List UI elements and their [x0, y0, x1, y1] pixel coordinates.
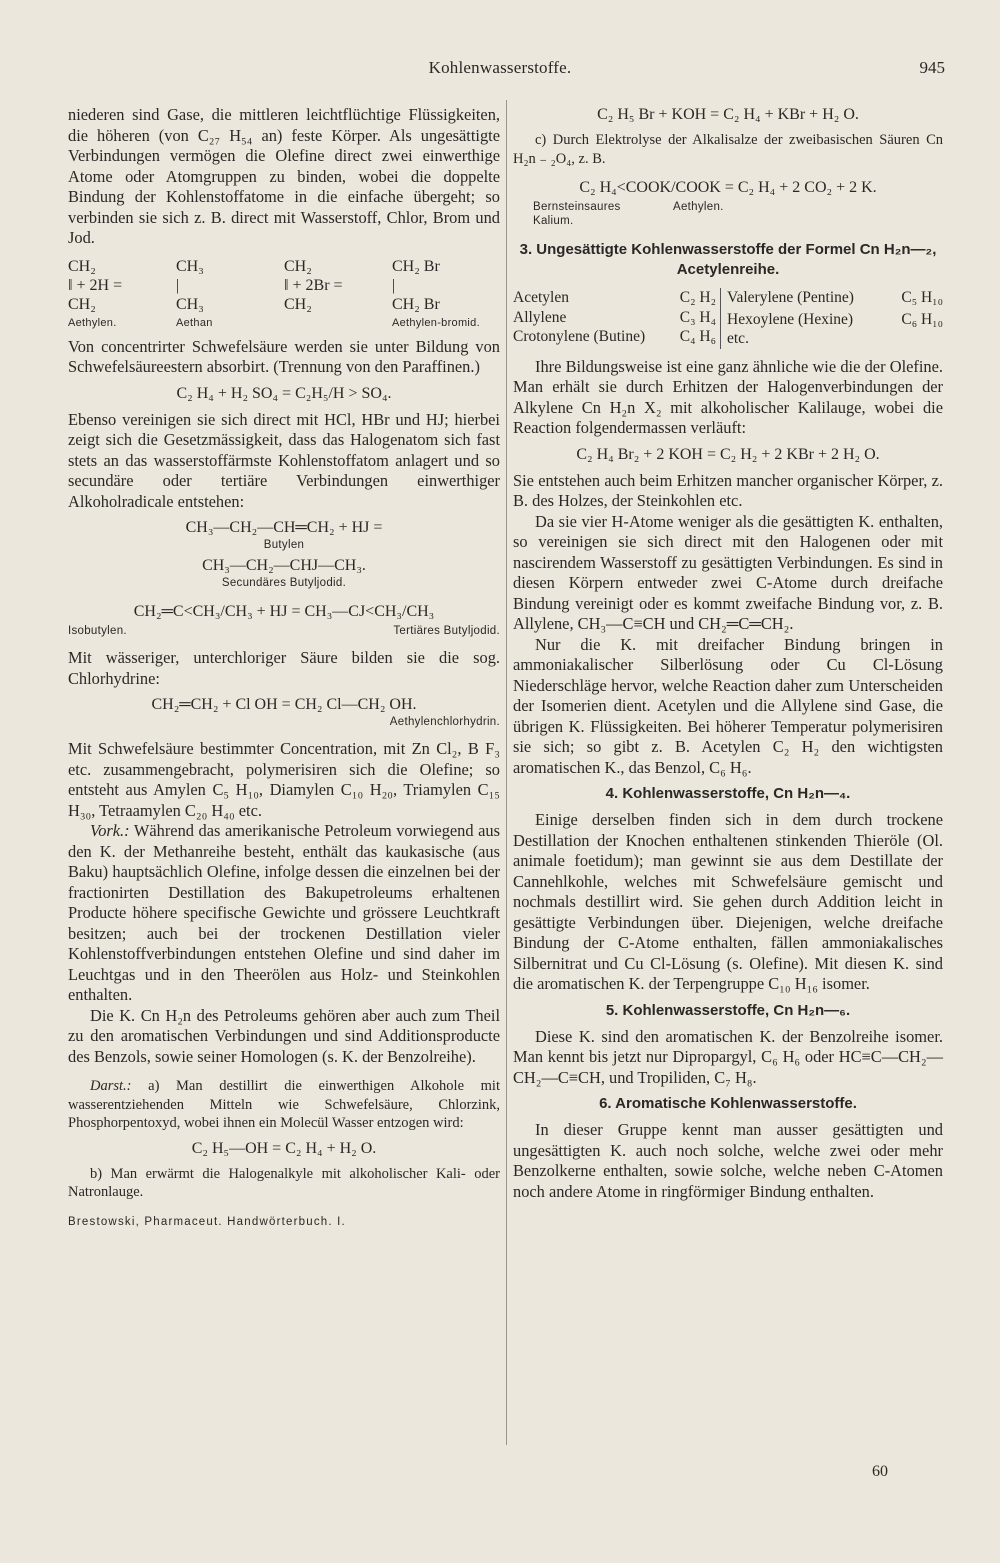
- paragraph: Ihre Bildungsweise ist eine ganz ähnliche wie die der Olefine. Man erhält sie durch Erhitzen der Halogenverbindungen der Alkylene Cn H₂n X₂ mit alkoholischer Kalilauge, wobei die Reaction folgendermassen verläuft:: [513, 356, 943, 437]
- paragraph: Mit Schwefelsäure bestimmter Concentration, mit Zn Cl₂, B F₃ etc. zusammengebracht, polymerisiren sich die Olefine; so entsteht aus Amylen C₅ H₁₀, Diamylen C₁₀ H₂₀, Triamylen C₁₅ H₃₀, Tetraamylen C₂₀ H₄₀ etc.: [68, 739, 500, 820]
- formula-cell: CH₂ Br: [392, 295, 440, 313]
- paragraph: Einige derselben finden sich in dem durch trockene Destillation der Knochen enthaltenen stinkenden Thieröle (Ol. animale foetidum); man gewinnt sie aus dem Destillate der Cannehlkohle, welches mit Schwefelsäure gemischt und nochmals destillirt wird. Sie gehen durch Addition leicht in gesättigte Verbindungen über. Diejenigen, welche dreifache Bindung der C-Atome enthalten, fällen ammoniakalisches Silbernitrat und Cu Cl-Lösung (s. Olefine). Mit diesen K. sind die aromatischen K. der Terpengruppe C₁₀ H₁₆ isomer.: [513, 810, 943, 993]
- table-cell-name: Crotonylene (Butine): [513, 328, 646, 345]
- table-cell-name: Allylene: [513, 308, 567, 326]
- table-row: [513, 288, 716, 308]
- paragraph-occurrence: [68, 821, 500, 1006]
- formula-cell: CH₂: [284, 295, 312, 313]
- acetylene-series-table: [513, 288, 943, 349]
- section-heading: 6. Aromatische Kohlenwasserstoffe.: [599, 1095, 857, 1112]
- compound-labels: [68, 624, 500, 638]
- formula-cell: CH₂: [68, 257, 96, 275]
- table-cell-formula: C₃ H₄: [679, 308, 716, 326]
- compound-label: Butylen: [263, 539, 305, 551]
- section-heading: 5. Kohlenwasserstoffe, Cn H₂n—₆.: [605, 1001, 851, 1019]
- equation: CH₃—CH₂—CHJ—CH₃.: [202, 557, 366, 574]
- compound-label: [284, 314, 392, 333]
- paragraph: Ebenso vereinigen sie sich direct mit HCl, HBr und HJ; hierbei zeigt sich die Gesetzmässigkeit, dass das Halogenatom sich fast stets an das wasserstoffärmste Kohlenstoffatom anlagert und so secundäre oder tertiäre Verbindungen einwerthiger Alkoholradicale entstehen:: [68, 409, 500, 511]
- compound-label: Aethylen.: [673, 201, 724, 213]
- paragraph-text: a) Man destillirt die einwerthigen Alkohole mit wasserentziehenden Mitteln wie Schwefelsäure, Chlorzink, Phosphorpentoxyd, wobei ihnen ein Molecül Wasser entzogen wird:: [68, 1078, 500, 1131]
- compound-label: Aethylen-bromid.: [392, 316, 480, 329]
- table-cell-formula: C₆ H₁₀: [901, 310, 943, 328]
- paragraph: Nur die K. mit dreifacher Bindung bringen in ammoniakalischer Silberlösung oder Cu Cl-Lösung Niederschläge hervor, welche Reaction daher zum Unterscheiden der Isomerien dient. Acetylen und die Allylene sind Gase, die übrigen K. Flüssigkeiten. Bei höherer Temperatur polymerisiren sie sich; so gibt z. B. Acetylen C₂ H₂ den wichtigsten aromatischen K., das Benzol, C₆ H₆.: [513, 634, 943, 777]
- paragraph: In dieser Gruppe kennt man ausser gesättigten und ungesättigten K. auch noch solche, welche zwei oder mehr Benzolkerne enthalten, sowie solche, welche neben C-Atomen noch andere Atome in ringförmiger Bindung enthalten.: [513, 1120, 943, 1201]
- compound-label: Isobutylen.: [68, 625, 127, 637]
- paragraph-preparation: [68, 1077, 500, 1133]
- table-row: [513, 327, 716, 347]
- formula-cell: CH₃: [176, 257, 204, 275]
- compound-label: Aethylenchlorhydrin.: [389, 716, 500, 728]
- running-header-title: Kohlenwasserstoffe.: [428, 58, 572, 77]
- equation: C₂ H₄ + H₂ SO₄ = C₂H₅/H > SO₄.: [176, 384, 392, 402]
- paragraph: niederen sind Gase, die mittleren leichtflüchtige Flüssigkeiten, die höheren (von C₂₇ H₅₄ an) feste Körper. Als ungesättigte Verbindungen vermögen die Olefine direct zwei einwerthige Atome oder Atomgruppen zu binden, wobei die doppelte Bindung der Kohlenstoffatome in die einfache übergeht; so verbinden sie sich z. B. direct mit Wasserstoff, Chlor, Brom und Jod.: [68, 105, 500, 247]
- compound-label: Bernsteinsaures Kalium.: [533, 201, 621, 227]
- table-cell-name: Valerylene (Pentine): [727, 289, 854, 306]
- table-cell-formula: C₄ H₆: [679, 328, 716, 345]
- compound-labels: [513, 200, 943, 228]
- paragraph: Da sie vier H-Atome weniger als die gesättigten K. enthalten, so vereinigen sie sich direct mit den Halogenen oder mit nascirendem Wasserstoff zu gesättigten Verbindungen. Es sind in diesen Körpern entweder zwei C-Atome durch dreifache Bindung vereinigt oder es kommt zweifache Bindung vor, z. B. Allylene, CH₃—C≡CH und CH₂═C═CH₂.: [513, 511, 943, 633]
- table-cell-name: Acetylen: [513, 289, 569, 306]
- formula-cell: ‖ + 2H =: [68, 276, 123, 294]
- equation: CH₂═CH₂ + Cl OH = CH₂ Cl—CH₂ OH.: [151, 696, 417, 713]
- paragraph: Die K. Cn H₂n des Petroleums gehören aber auch zum Theil zu den aromatischen Verbindungen und sind Additionsproducte des Benzols, sowie seiner Homologen (s. K. der Benzolreihe).: [68, 1005, 500, 1066]
- formula-cell: CH₂ Br: [392, 257, 440, 275]
- section-label: Darst.:: [90, 1078, 132, 1094]
- equation: CH₃—CH₂—CH═CH₂ + HJ =: [185, 519, 383, 536]
- formula-cell: |: [392, 276, 396, 294]
- table-row: [727, 288, 943, 308]
- right-column: [513, 105, 943, 1202]
- compound-label: Tertiäres Butyljodid.: [393, 625, 500, 637]
- table-cell-formula: C₅ H₁₀: [901, 289, 943, 306]
- compound-label: Aethan: [176, 316, 213, 329]
- compound-label: Aethylen.: [68, 316, 117, 329]
- equation: C₂ H₄ Br₂ + 2 KOH = C₂ H₂ + 2 KBr + 2 H₂ O.: [576, 445, 880, 463]
- table-cell-name: Hexoylene (Hexine) etc.: [727, 310, 854, 347]
- left-column: [68, 105, 500, 1232]
- equation: C₂ H₄<COOK/COOK = C₂ H₄ + 2 CO₂ + 2 K.: [579, 179, 877, 196]
- paragraph: Sie entstehen auch beim Erhitzen mancher organischer Körper, z. B. des Holzes, der Steinkohlen etc.: [513, 470, 943, 510]
- equation: C₂ H₅ Br + KOH = C₂ H₄ + KBr + H₂ O.: [597, 106, 859, 123]
- table-left-column: [513, 288, 721, 349]
- paragraph: c) Durch Elektrolyse der Alkalisalze der zweibasischen Säuren Cn H₂n ₋ ₂O₄, z. B.: [513, 132, 943, 167]
- table-cell-formula: C₂ H₂: [679, 289, 716, 306]
- paragraph-text: Während das amerikanische Petroleum vorwiegend aus den K. der Methanreihe besteht, enthält das kaukasische (aus Baku) hauptsächlich Olefine, infolge dessen die einzelnen bei der fractionirten Destillation des Bakupetroleums erhaltenen Producte höhere specifische Gewichte und grössere Leuchtkraft besitzen; auch bei der trockenen Destillation vieler Kohlenstoffverbindungen entstehen Olefine und sind daher im Leuchtgas und in den Theerölen aus Holz- und Steinkohlen enthalten.: [68, 821, 500, 1004]
- table-row: [513, 308, 716, 328]
- column-divider: [506, 100, 507, 1445]
- footer-source: Brestowski, Pharmaceut. Handwörterbuch. I.: [68, 1215, 346, 1228]
- equation: CH₂═C<CH₃/CH₃ + HJ = CH₃—CJ<CH₃/CH₃: [133, 603, 435, 620]
- table-row: [727, 310, 943, 349]
- equation-hydrogen-bromine-addition: [68, 257, 500, 333]
- formula-cell: ‖ + 2Br =: [284, 276, 343, 294]
- paragraph: Mit wässeriger, unterchloriger Säure bilden sie die sog. Chlorhydrine:: [68, 648, 500, 688]
- section-label: Vork.:: [90, 821, 130, 840]
- formula-cell: |: [176, 276, 180, 294]
- paragraph: Diese K. sind den aromatischen K. der Benzolreihe isomer. Man kennt bis jetzt nur Dipropargyl, C₆ H₆ oder HC≡C—CH₂—CH₂—C≡CH, und Tropiliden, C₇ H₈.: [513, 1026, 943, 1087]
- equation: C₂ H₅—OH = C₂ H₄ + H₂ O.: [191, 1139, 377, 1157]
- signature-mark: 60: [872, 1463, 888, 1480]
- compound-label: Secundäres Butyljodid.: [221, 577, 347, 589]
- formula-cell: CH₃: [176, 295, 204, 313]
- table-right-column: [721, 288, 943, 349]
- section-heading: 3. Ungesättigte Kohlenwasserstoffe der Formel Cn H₂n—₂, Acetylenreihe.: [519, 241, 937, 278]
- page-number: 945: [919, 58, 945, 77]
- section-heading: 4. Kohlenwasserstoffe, Cn H₂n—₄.: [605, 785, 851, 802]
- paragraph: b) Man erwärmt die Halogenalkyle mit alkoholischer Kali- oder Natronlauge.: [68, 1165, 500, 1200]
- paragraph: Von concentrirter Schwefelsäure werden sie unter Bildung von Schwefelsäureestern absorbirt. (Trennung von den Paraffinen.): [68, 336, 500, 376]
- formula-cell: CH₂: [68, 295, 96, 313]
- formula-cell: CH₂: [284, 257, 312, 275]
